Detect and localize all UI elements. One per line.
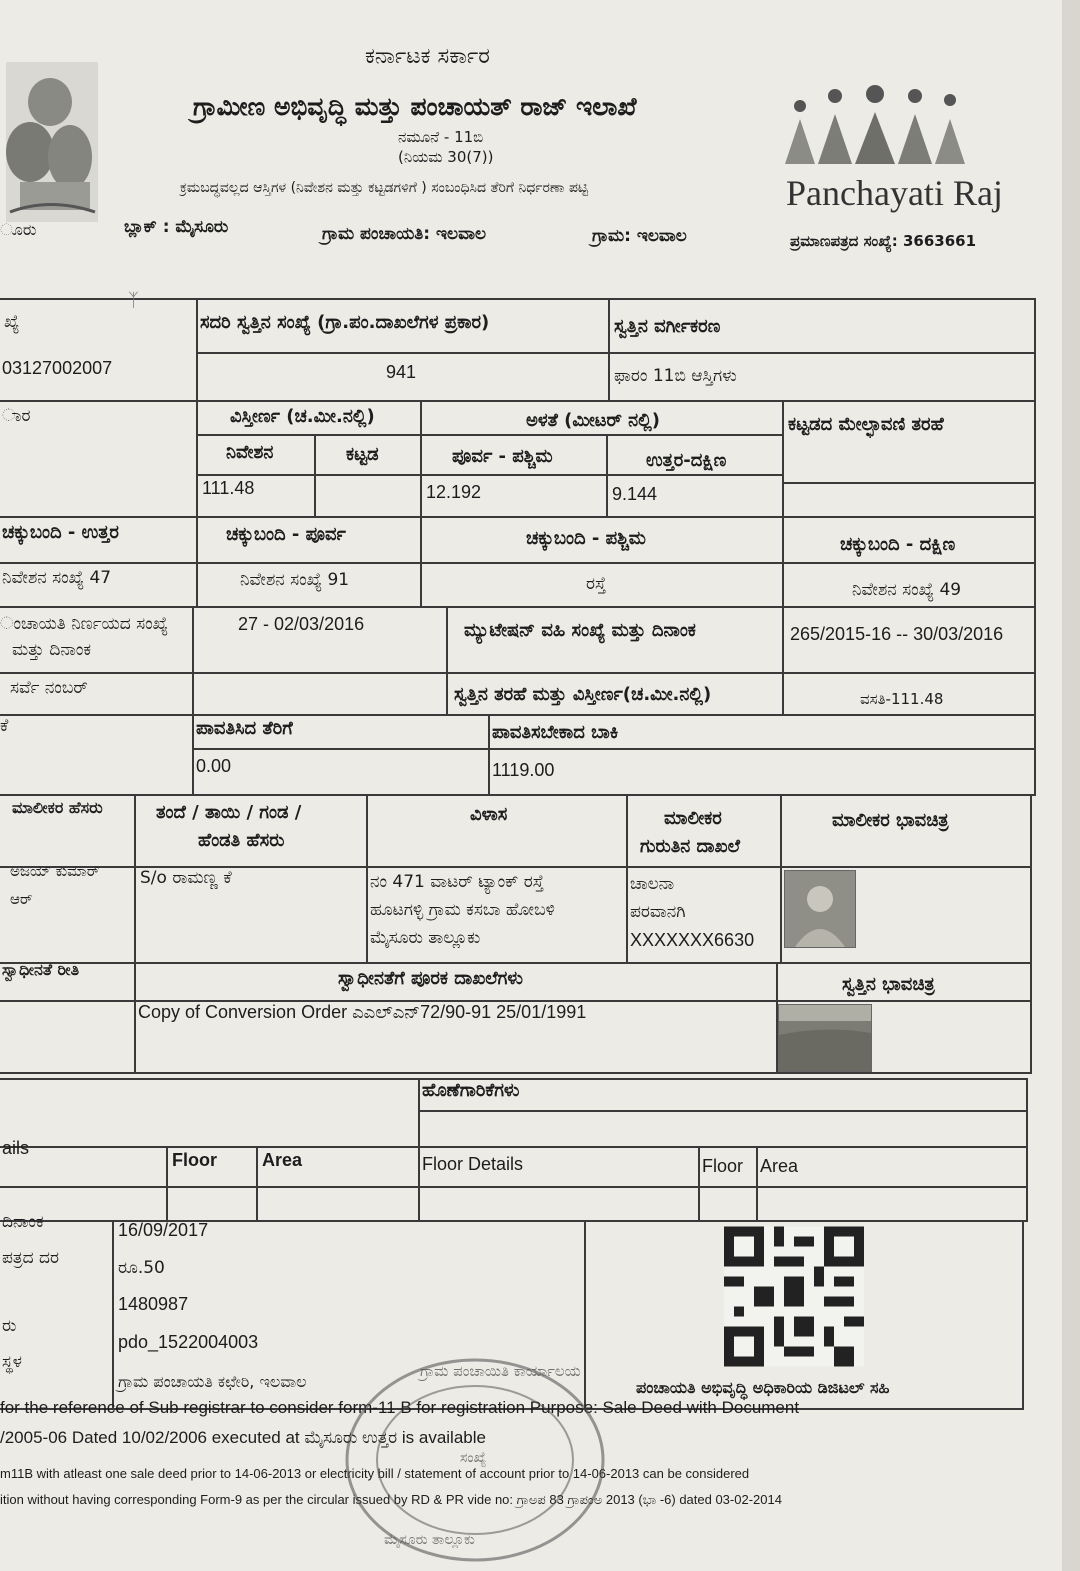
owner-parent: S/o ರಾಮಣ್ಣ ಕೆ	[140, 868, 232, 888]
gram-panchayat-label: ಗ್ರಾಮ ಪಂಚಾಯತಿ: ಇಲವಾಲ	[322, 224, 487, 244]
property-photo-label: ಸ್ವತ್ತಿನ ಭಾವಚಿತ್ರ	[842, 974, 935, 995]
mutation-value: 265/2015-16 -- 30/03/2016	[790, 624, 1004, 644]
dimension-label: ಅಳತೆ (ಮೀಟರ್ ನಲ್ಲಿ)	[526, 410, 660, 431]
seal-center-text: ಸಂಖ್ಯೆ	[460, 1450, 487, 1466]
tax-paid-label: ಪಾವತಿಸಿದ ತೆರಿಗೆ	[196, 718, 293, 739]
tick-icon: ᛉ	[128, 290, 139, 311]
boundary-south-value: ನಿವೇಶನ ಸಂಖ್ಯೆ 49	[852, 580, 962, 600]
district-label: ೂರು	[0, 220, 37, 239]
fee-label: ಪತ್ರದ ದರ	[2, 1248, 59, 1268]
note-line-3: m11B with atleast one sale deed prior to 14-06-2013 or electricity bill / statement of account prior to 14-06-2013 can be considered	[0, 1466, 750, 1481]
person-icon	[785, 871, 855, 947]
owner-id-header-2: ಗುರುತಿನ ದಾಖಲೆ	[640, 836, 740, 857]
state-emblem-icon	[0, 62, 98, 222]
supporting-docs-value: Copy of Conversion Order ಎಎಲ್ಎನ್72/90-91 25/01/1991	[138, 1002, 587, 1022]
boundary-east-value: ನಿವೇಶನ ಸಂಖ್ಯೆ 91	[240, 570, 350, 590]
boundary-west-value: ರಸ್ತೆ	[586, 574, 607, 594]
site-area-value: 111.48	[202, 478, 255, 498]
boundary-north-value: ನಿವೇಶನ ಸಂಖ್ಯೆ 47	[2, 568, 112, 588]
area-header-2: Area	[760, 1156, 799, 1176]
seal-ring-text: ಗ್ರಾಮ ಪಂಚಾಯಿತಿ ಕಾರ್ಯಾಲಯ	[420, 1362, 581, 1380]
building-label: ಕಟ್ಟಡ	[346, 444, 379, 465]
logo-text: Panchayati Raj	[786, 173, 1003, 213]
boundary-north-label: ಚಕ್ಕುಬಂದಿ - ಉತ್ತರ	[2, 522, 119, 543]
digital-signature-label: ಪಂಚಾಯತಿ ಅಭಿವೃದ್ಧಿ ಅಧಿಕಾರಿಯ ಡಿಜಿಟಲ್ ಸಹಿ	[636, 1378, 890, 1397]
note-line-2: /2005-06 Dated 10/02/2006 executed at ಮೈಸೂರು ಉತ್ತರ is available	[0, 1428, 486, 1447]
supporting-docs-label: ಸ್ವಾಧೀನತೆಗೆ ಪೂರಕ ದಾಖಲೆಗಳು	[338, 968, 523, 989]
panchayati-raj-logo-icon	[780, 84, 980, 174]
property-type-value: ವಸತಿ-111.48	[860, 690, 944, 708]
floor-header: Floor	[172, 1150, 217, 1170]
owner-address-line-2: ಹೂಟಗಳ್ಳಿ ಗ್ರಾಮ ಕಸಬಾ ಹೋಬಳಿ	[370, 900, 555, 920]
tax-due-value: 1119.00	[492, 760, 555, 780]
owner-id-line-3: XXXXXXX6630	[630, 930, 755, 950]
acquisition-method-label: ಸ್ವಾಧೀನತೆ ರೀತಿ	[2, 960, 80, 979]
tax-due-label: ಪಾವತಿಸಬೇಕಾದ ಬಾಕಿ	[492, 722, 619, 743]
landscape-icon	[779, 1005, 871, 1071]
tax-left-label: ಕೆ	[0, 716, 9, 736]
east-west-label: ಪೂರ್ವ - ಪಶ್ಚಿಮ	[452, 446, 553, 467]
north-south-value: 9.144	[612, 484, 658, 504]
area-left-label: ಾರ	[2, 406, 31, 426]
certificate-number: ಪ್ರಮಾಣಪತ್ರದ ಸಂಖ್ಯೆ: 3663661	[790, 232, 977, 250]
property-number-label: ಸದರಿ ಸ್ವತ್ತಿನ ಸಂಖ್ಯೆ (ಗ್ರಾ.ಪಂ.ದಾಖಲೆಗಳ ಪ್ರಕಾರ)	[200, 312, 490, 333]
owner-id-header-1: ಮಾಲೀಕರ	[664, 808, 722, 829]
boundary-west-label: ಚಕ್ಕುಬಂದಿ - ಪಶ್ಚಿಮ	[526, 528, 646, 549]
classification-label: ಸ್ವತ್ತಿನ ವರ್ಗೀಕರಣ	[614, 316, 721, 337]
rule-number: (ನಿಯಮ 30(7))	[398, 148, 494, 166]
block-label: ಬ್ಲಾಕ್ : ಮೈಸೂರು	[124, 217, 229, 237]
property-type-label: ಸ್ವತ್ತಿನ ತರಹೆ ಮತ್ತು ವಿಸ್ತೀರ್ಣ(ಚ.ಮೀ.ನಲ್ಲಿ)	[454, 684, 712, 705]
north-south-label: ಉತ್ತರ-ದಕ್ಷಿಣ	[646, 450, 727, 471]
place-label: ಸ್ಥಳ	[2, 1352, 22, 1372]
owner-photo-header: ಮಾಲೀಕರ ಭಾವಚಿತ್ರ	[832, 810, 949, 831]
dept-title: ಗ್ರಾಮೀಣ ಅಭಿವೃದ್ಧಿ ಮತ್ತು ಪಂಚಾಯತ್ ರಾಜ್ ಇಲಾಖೆ	[193, 92, 637, 121]
resolution-value: 27 - 02/03/2016	[238, 614, 365, 634]
property-photo	[778, 1004, 872, 1072]
note-line-1: for the reference of Sub registrar to consider form-11 B for registration Purpose: Sale Deed with Document	[0, 1398, 800, 1417]
floor-details-header: Floor Details	[422, 1154, 524, 1174]
govt-title: ಕರ್ನಾಟಕ ಸರ್ಕಾರ	[365, 44, 490, 69]
form-number: ನಮೂನೆ - 11ಬಿ	[398, 128, 484, 146]
owner-name-line-2: ಆರ್	[10, 890, 33, 908]
owner-photo	[784, 870, 856, 948]
qr-code-icon	[724, 1225, 864, 1368]
details-left-label: ails	[2, 1138, 30, 1158]
date-label: ದಿನಾಂಕ	[2, 1212, 44, 1232]
seal-bottom-text: ಮೈಸೂರು ತಾಲ್ಲೂಕು	[384, 1532, 475, 1548]
resolution-label-2: ಮತ್ತು ದಿನಾಂಕ	[12, 640, 92, 660]
pdo-id: pdo_1522004003	[118, 1332, 259, 1352]
issue-date: 16/09/2017	[118, 1220, 209, 1240]
owner-name-header: ಮಾಲೀಕರ ಹೆಸರು	[12, 798, 103, 817]
village-label: ಗ್ರಾಮ: ಇಲವಾಲ	[592, 226, 687, 246]
fee-value: ರೂ.50	[118, 1258, 165, 1278]
note-line-4: ition without having corresponding Form-9 as per the circular issued by RD & PR vide no: ಗ್ರಾಅಪ 83 ಗ್ರಾಪಂಅ 2013 (ಭಾ -6) dated 03-02-2014	[0, 1492, 782, 1507]
serial-label: ಖ್ಯೆ	[4, 312, 20, 332]
property-number-value: 941	[386, 362, 417, 382]
address-header: ವಿಳಾಸ	[470, 804, 508, 825]
floor-header-2: Floor	[702, 1156, 744, 1176]
resolution-label-1: ಂಚಾಯತಿ ನಿರ್ಣಯದ ಸಂಖ್ಯೆ	[0, 614, 169, 634]
mutation-label: ಮ್ಯುಟೇಷನ್ ವಹಿ ಸಂಖ್ಯೆ ಮತ್ತು ದಿನಾಂಕ	[464, 620, 696, 641]
east-west-value: 12.192	[426, 482, 482, 502]
parent-header-1: ತಂದೆ / ತಾಯಿ / ಗಂಡ /	[156, 802, 302, 823]
roof-type-label: ಕಟ್ಟಡದ ಮೇಲ್ಛಾವಣಿ ತರಹೆ	[788, 414, 944, 435]
liabilities-label: ಹೊಣೆಗಾರಿಕೆಗಳು	[422, 1080, 520, 1101]
page-subtitle: ಕ್ರಮಬದ್ಧವಲ್ಲದ ಆಸ್ತಿಗಳ (ನಿವೇಶನ ಮತ್ತು ಕಟ್ಟಡಗಳಿಗೆ ) ಸಂಬಂಧಿಸಿದ ತೆರಿಗೆ ನಿರ್ಧರಣಾ ಪಟ್ಟಿ	[180, 180, 589, 196]
owner-id-line-1: ಚಾಲನಾ	[630, 874, 675, 894]
area-label: ವಿಸ್ತೀರ್ಣ (ಚ.ಮೀ.ನಲ್ಲಿ)	[230, 406, 375, 427]
owner-id-line-2: ಪರವಾನಗಿ	[630, 902, 686, 922]
survey-number-label: ಸರ್ವೆ ನಂಬರ್	[10, 678, 88, 698]
parent-header-2: ಹೆಂಡತಿ ಹೆಸರು	[198, 830, 285, 851]
owner-address-line-3: ಮೈಸೂರು ತಾಲ್ಲೂಕು	[370, 928, 481, 948]
tax-paid-value: 0.00	[196, 756, 232, 776]
owner-name-line-1: ಅಜಯ್ ಕುಮಾರ್	[10, 862, 100, 880]
property-id: 03127002007	[2, 358, 113, 378]
area-header: Area	[262, 1150, 303, 1170]
receipt-number: 1480987	[118, 1294, 189, 1314]
classification-value: ಫಾರಂ 11ಬಿ ಆಸ್ತಿಗಳು	[614, 366, 737, 386]
issue-place: ಗ್ರಾಮ ಪಂಚಾಯತಿ ಕಛೇರಿ, ಇಲವಾಲ	[118, 1372, 307, 1391]
boundary-south-label: ಚಕ್ಕುಬಂದಿ - ದಕ್ಷಿಣ	[840, 534, 956, 555]
site-label: ನಿವೇಶನ	[226, 442, 274, 463]
officer-label: ರು	[2, 1316, 17, 1336]
boundary-east-label: ಚಕ್ಕುಬಂದಿ - ಪೂರ್ವ	[226, 524, 346, 545]
owner-address-line-1: ನಂ 471 ವಾಟರ್ ಟ್ಯಾಂಕ್ ರಸ್ತೆ	[370, 872, 544, 892]
